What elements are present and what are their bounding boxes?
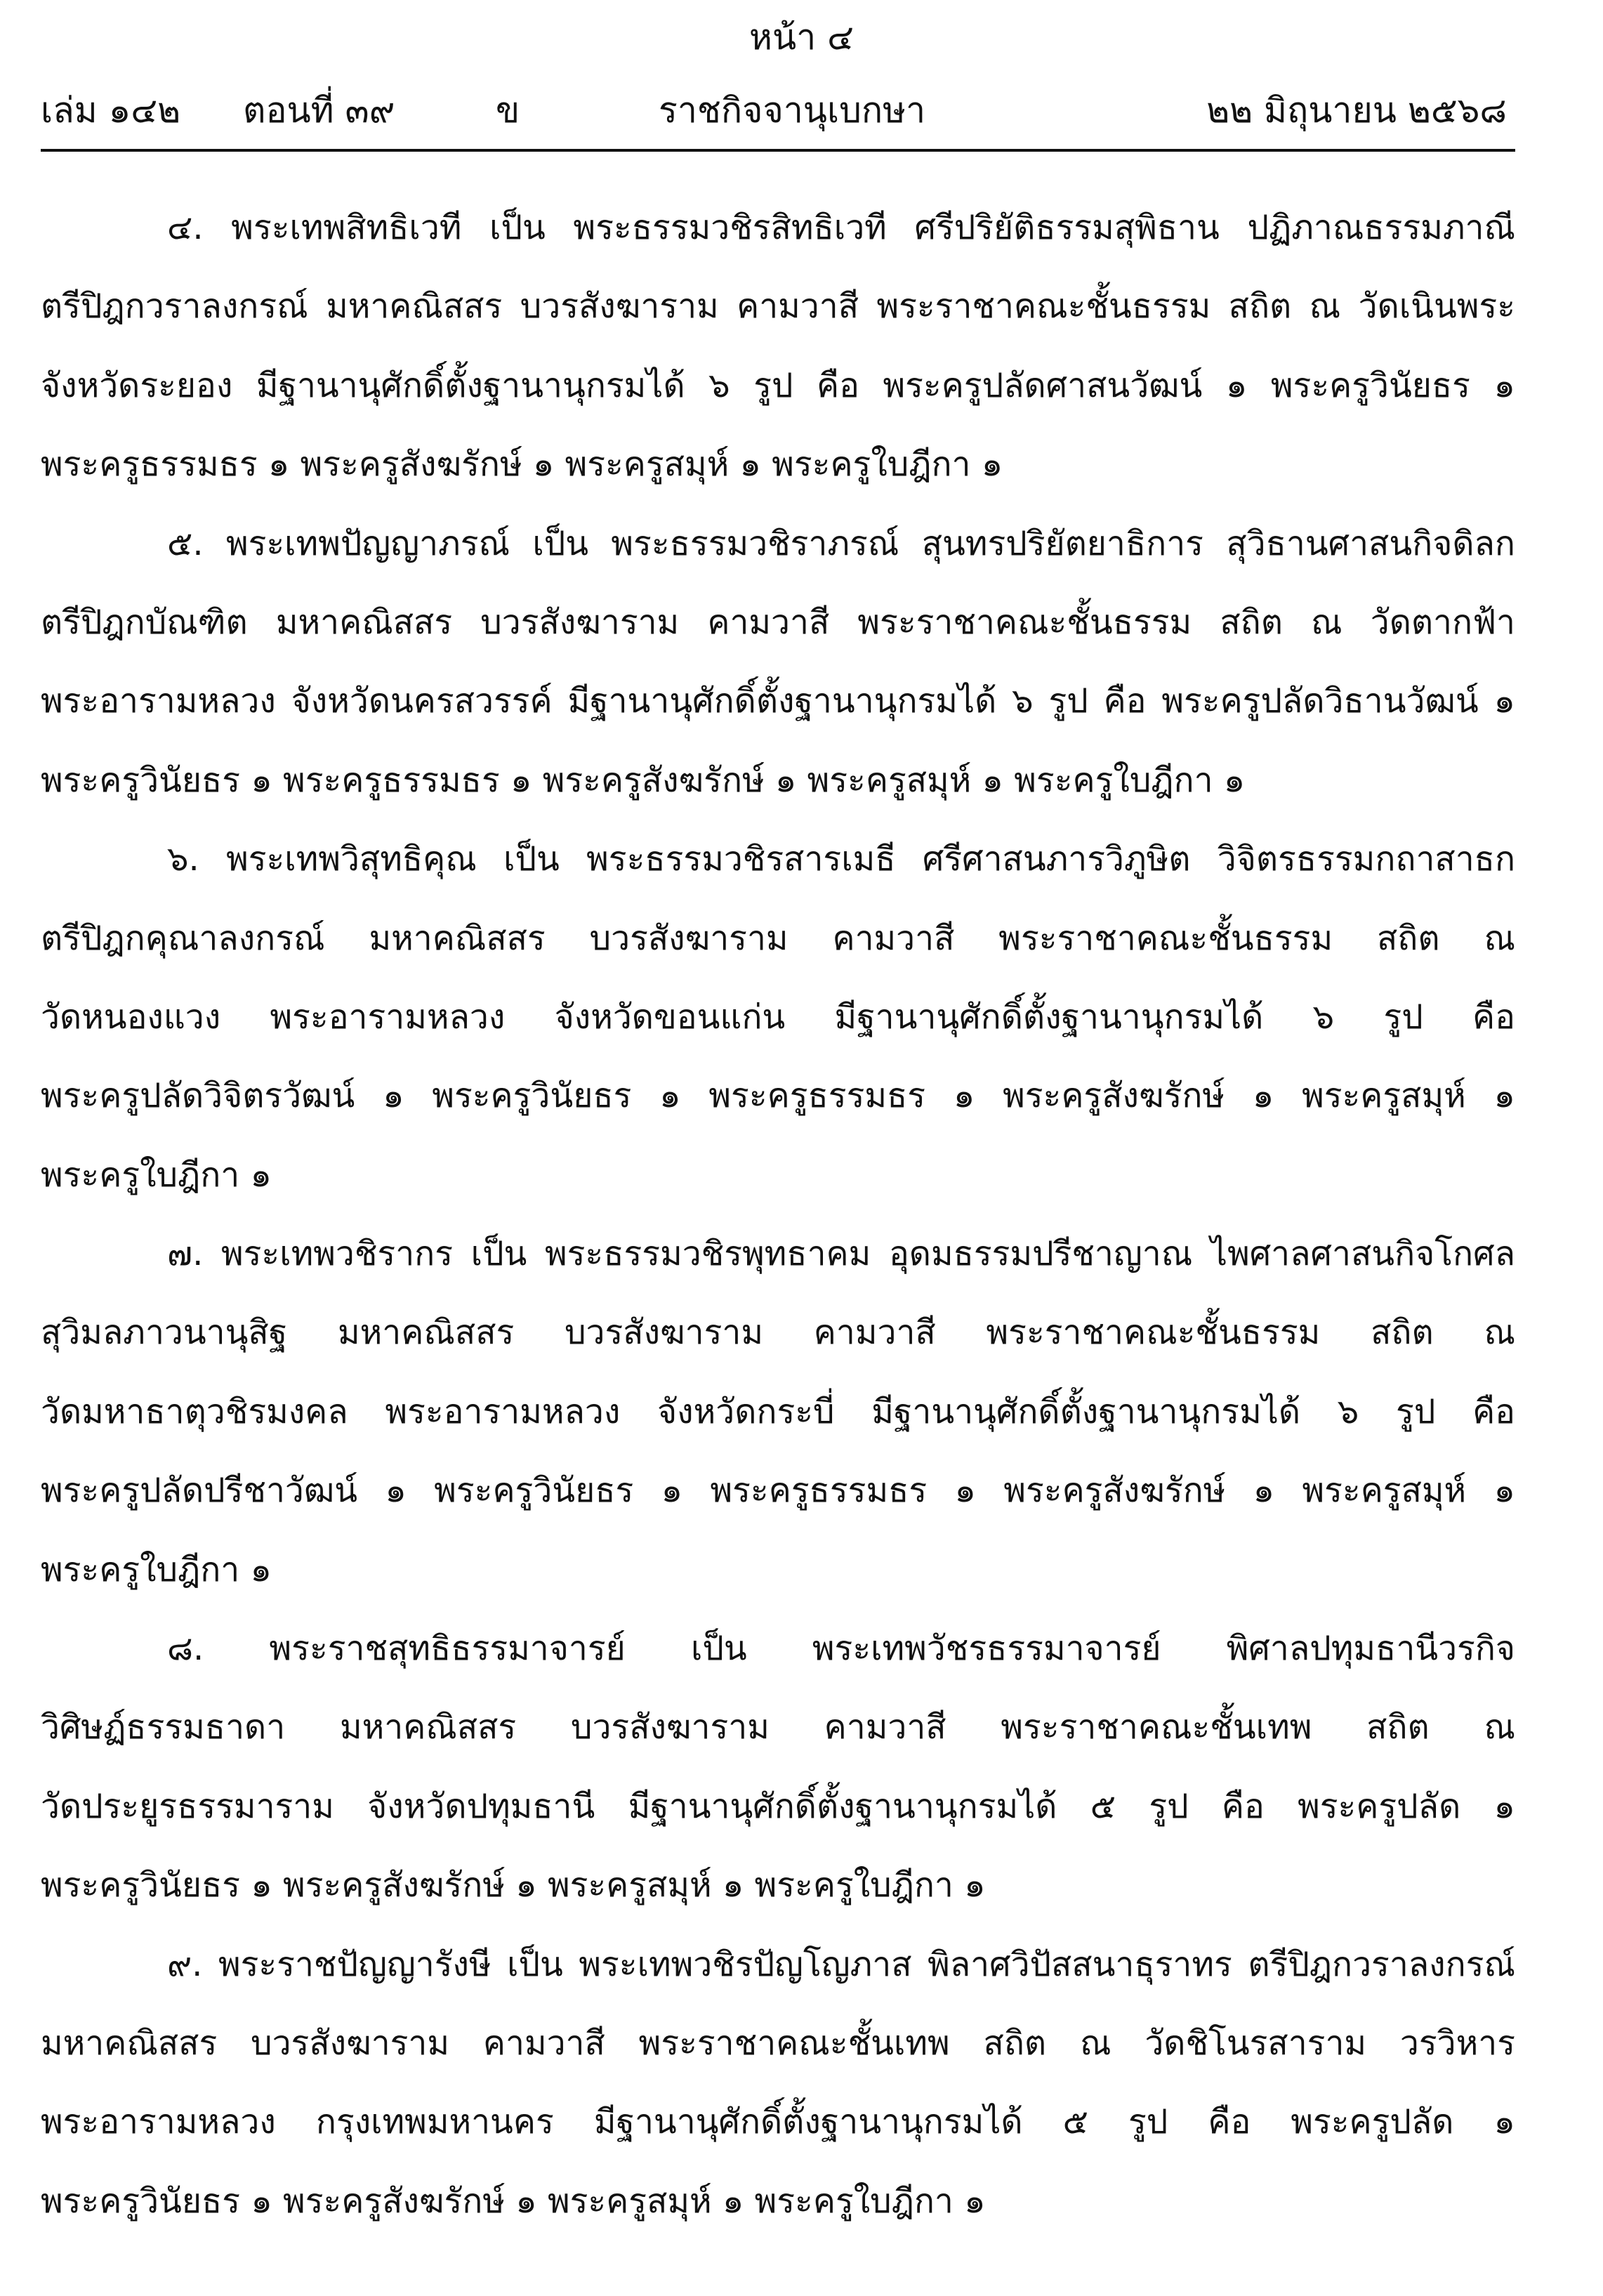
text-line: วิศิษฏ์ธรรมธาดา มหาคณิสสร บวรสังฆาราม คามวาสี พระราชาคณะชั้นเทพ สถิต ณ <box>41 1707 1515 1747</box>
text-line: พระครูใบฎีกา ๑ <box>41 1155 272 1195</box>
text-line: ตรีปิฎกวราลงกรณ์ มหาคณิสสร บวรสังฆาราม คามวาสี พระราชาคณะชั้นธรรม สถิต ณ วัดเนินพระ <box>41 287 1515 327</box>
text-line: ๙. พระราชปัญญารังษี เป็น พระเทพวชิรปัญโญภาส พิลาศวิปัสสนาธุราทร ตรีปิฎกวราลงกรณ์ <box>167 1944 1515 1984</box>
text-line: สุวิมลภาวนานุสิฐ มหาคณิสสร บวรสังฆาราม คามวาสี พระราชาคณะชั้นธรรม สถิต ณ <box>41 1313 1515 1353</box>
document-body <box>41 188 1515 2241</box>
text-line: ๕. พระเทพปัญญาภรณ์ เป็น พระธรรมวชิราภรณ์ สุนทรปริยัตยาธิการ สุวิธานศาสนกิจดิลก <box>167 523 1515 563</box>
text-line: ๔. พระเทพสิทธิเวที เป็น พระธรรมวชิรสิทธิเวที ศรีปริยัติธรรมสุพิธาน ปฏิภาณธรรมภาณี <box>167 208 1515 247</box>
text-line: วัดมหาธาตุวชิรมงคล พระอารามหลวง จังหวัดกระบี่ มีฐานานุศักดิ์ตั้งฐานานุกรมได้ ๖ รูป คือ <box>41 1391 1515 1431</box>
text-line: พระครูใบฎีกา ๑ <box>41 1549 272 1589</box>
text-line: ๗. พระเทพวชิรากร เป็น พระธรรมวชิรพุทธาคม อุดมธรรมปรีชาญาณ ไพศาลศาสนกิจโกศล <box>167 1234 1515 1274</box>
text-line: ตรีปิฎกคุณาลงกรณ์ มหาคณิสสร บวรสังฆาราม คามวาสี พระราชาคณะชั้นธรรม สถิต ณ <box>41 918 1515 958</box>
text-line: วัดประยูรธรรมาราม จังหวัดปทุมธานี มีฐานานุศักดิ์ตั้งฐานานุกรมได้ ๕ รูป คือ พระครูปลัด ๑ <box>41 1786 1515 1826</box>
text-line: ตรีปิฎกบัณฑิต มหาคณิสสร บวรสังฆาราม คามวาสี พระราชาคณะชั้นธรรม สถิต ณ วัดตากฟ้า <box>41 602 1515 642</box>
text-line: พระอารามหลวง กรุงเทพมหานคร มีฐานานุศักดิ์ตั้งฐานานุกรมได้ ๕ รูป คือ พระครูปลัด ๑ <box>41 2102 1515 2142</box>
text-line: จังหวัดระยอง มีฐานานุศักดิ์ตั้งฐานานุกรมได้ ๖ รูป คือ พระครูปลัดศาสนวัฒน์ ๑ พระครูวินัยธร ๑ <box>41 365 1515 405</box>
gazette-header <box>41 90 1507 135</box>
header-divider <box>41 149 1515 152</box>
text-line: วัดหนองแวง พระอารามหลวง จังหวัดขอนแก่น มีฐานานุศักดิ์ตั้งฐานานุกรมได้ ๖ รูป คือ <box>41 997 1515 1037</box>
text-line: ๖. พระเทพวิสุทธิคุณ เป็น พระธรรมวชิรสารเมธี ศรีศาสนภารวิภูษิต วิจิตรธรรมกถาสาธก <box>167 839 1515 879</box>
text-line: พระครูวินัยธร ๑ พระครูสังฆรักษ์ ๑ พระครูสมุห์ ๑ พระครูใบฎีกา ๑ <box>41 1865 986 1905</box>
text-line: มหาคณิสสร บวรสังฆาราม คามวาสี พระราชาคณะชั้นเทพ สถิต ณ วัดชิโนรสาราม วรวิหาร <box>41 2023 1515 2063</box>
text-line: ๘. พระราชสุทธิธรรมาจารย์ เป็น พระเทพวัชรธรรมาจารย์ พิศาลปทุมธานีวรกิจ <box>167 1629 1515 1669</box>
text-line: พระครูวินัยธร ๑ พระครูสังฆรักษ์ ๑ พระครูสมุห์ ๑ พระครูใบฎีกา ๑ <box>41 2181 986 2221</box>
text-line: พระครูธรรมธร ๑ พระครูสังฆรักษ์ ๑ พระครูสมุห์ ๑ พระครูใบฎีกา ๑ <box>41 445 1003 485</box>
text-line: พระอารามหลวง จังหวัดนครสวรรค์ มีฐานานุศักดิ์ตั้งฐานานุกรมได้ ๖ รูป คือ พระครูปลัดวิธานวัฒน์ ๑ <box>41 681 1515 721</box>
publication-title: ราชกิจจานุเบกษา <box>659 90 926 131</box>
publication-date: ๒๒ มิถุนายน ๒๕๖๘ <box>1206 90 1507 131</box>
text-line: พระครูปลัดวิจิตรวัฒน์ ๑ พระครูวินัยธร ๑ พระครูธรรมธร ๑ พระครูสังฆรักษ์ ๑ พระครูสมุห์ ๑ <box>41 1076 1515 1116</box>
page-number: หน้า ๔ <box>749 17 854 58</box>
text-line: พระครูปลัดปรีชาวัฒน์ ๑ พระครูวินัยธร ๑ พระครูธรรมธร ๑ พระครูสังฆรักษ์ ๑ พระครูสมุห์ ๑ <box>41 1471 1515 1511</box>
issue-number: ตอนที่ ๓๙ <box>243 90 395 131</box>
text-line: พระครูวินัยธร ๑ พระครูธรรมธร ๑ พระครูสังฆรักษ์ ๑ พระครูสมุห์ ๑ พระครูใบฎีกา ๑ <box>41 760 1246 800</box>
volume-number: เล่ม ๑๔๒ <box>41 90 181 131</box>
section-letter: ข <box>496 90 520 131</box>
